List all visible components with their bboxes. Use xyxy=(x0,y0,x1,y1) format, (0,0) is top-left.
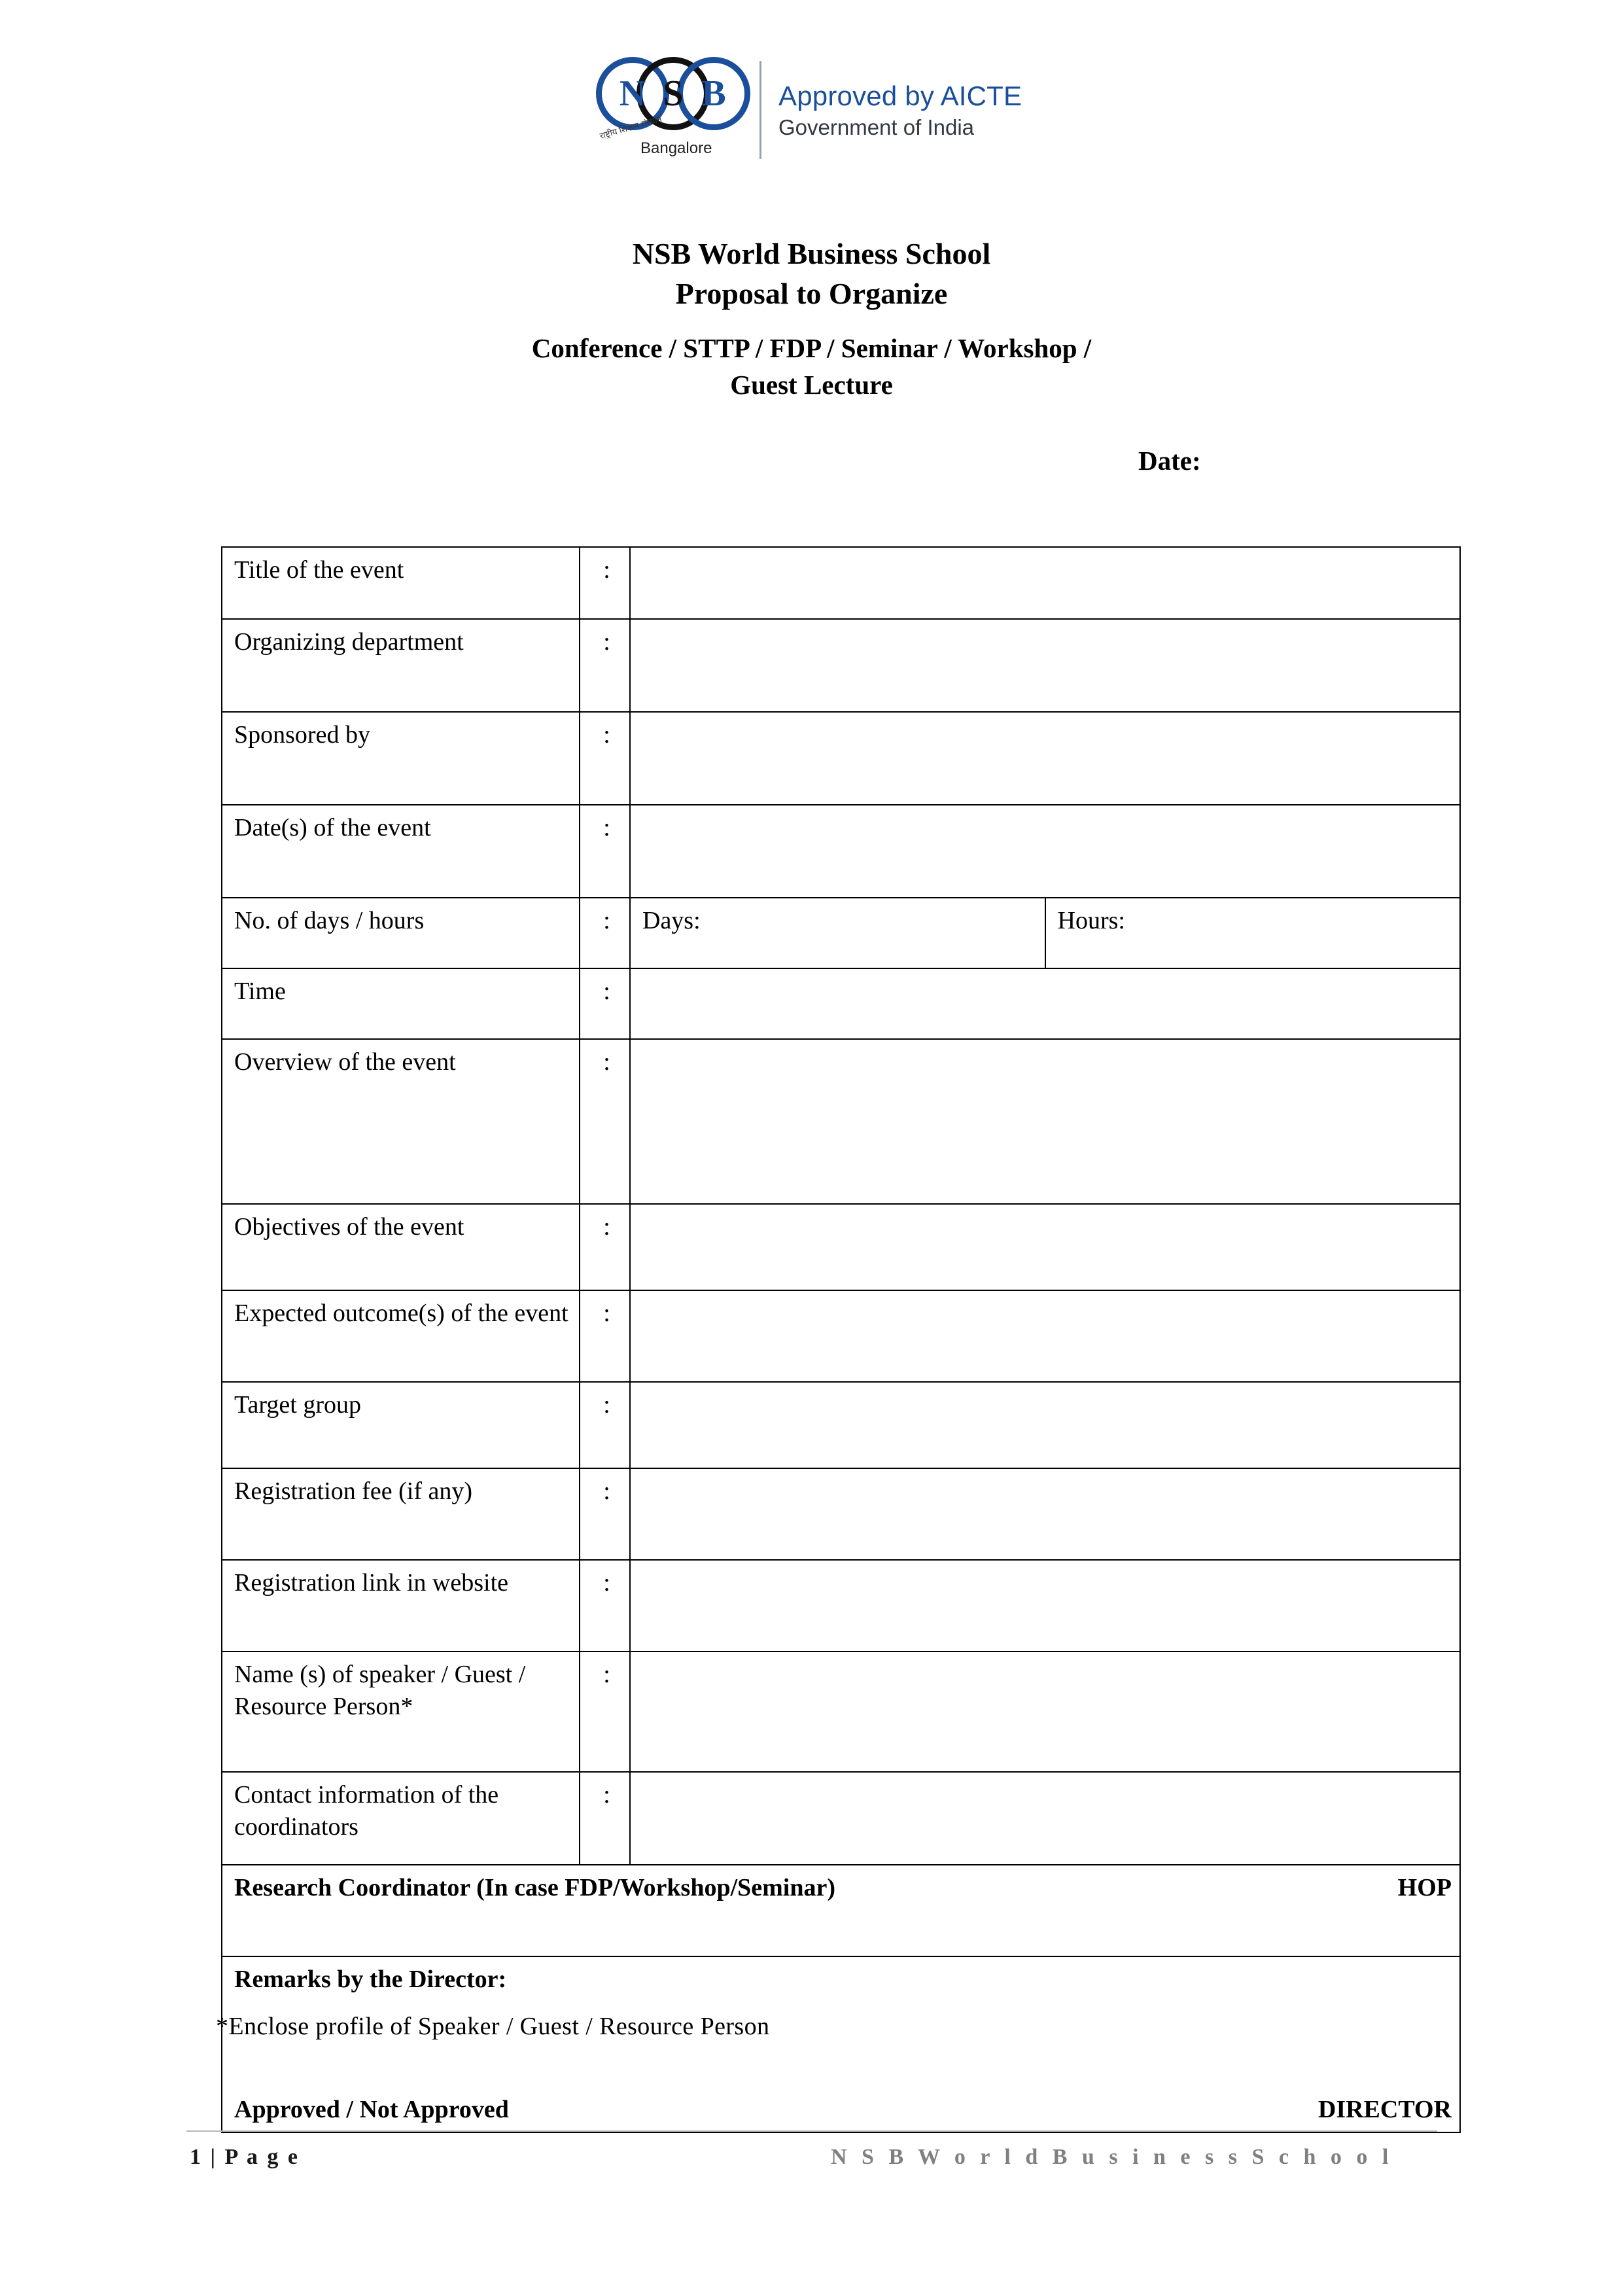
logo-letter-n: N xyxy=(619,73,646,114)
row-value-speaker[interactable] xyxy=(630,1651,1460,1772)
row-value-overview[interactable] xyxy=(630,1039,1460,1204)
row-value-sponsor[interactable] xyxy=(630,712,1460,805)
table-row xyxy=(222,1382,1460,1468)
logo-rings xyxy=(596,57,752,134)
table-row xyxy=(222,1560,1460,1651)
row-colon: : xyxy=(580,547,630,619)
row-label-sponsor: Sponsored by xyxy=(222,712,580,805)
table-row xyxy=(222,1651,1460,1772)
nsb-logo-icon xyxy=(592,53,756,168)
row-label-title: Title of the event xyxy=(222,547,580,619)
table-row xyxy=(222,547,1460,619)
approval-line-2: Government of India xyxy=(778,115,974,139)
table-row xyxy=(222,805,1460,898)
row-colon: : xyxy=(580,619,630,712)
row-colon: : xyxy=(580,968,630,1039)
row-label-days-hours: No. of days / hours xyxy=(222,898,580,968)
row-value-fee[interactable] xyxy=(630,1468,1460,1560)
row-label-department: Organizing department xyxy=(222,619,580,712)
row-value-title[interactable] xyxy=(630,547,1460,619)
row-colon: : xyxy=(580,1651,630,1772)
row-colon: : xyxy=(580,898,630,968)
row-value-department[interactable] xyxy=(630,619,1460,712)
row-label-fee: Registration fee (if any) xyxy=(222,1468,580,1560)
table-row xyxy=(222,1204,1460,1290)
row-value-objectives[interactable] xyxy=(630,1204,1460,1290)
proposal-form-table xyxy=(221,546,1461,2133)
table-row xyxy=(222,898,1460,968)
logo-letter-b: B xyxy=(701,73,726,114)
footer-divider xyxy=(186,2130,1437,2132)
row-label-target-group: Target group xyxy=(222,1382,580,1468)
table-row xyxy=(222,1772,1460,1865)
row-label-registration-link: Registration link in website xyxy=(222,1560,580,1651)
row-value-contact[interactable] xyxy=(630,1772,1460,1865)
enclosure-note: *Enclose profile of Speaker / Guest / Resource Person xyxy=(216,2013,770,2040)
logo-letter-s: S xyxy=(663,73,684,114)
table-row xyxy=(222,619,1460,712)
row-colon: : xyxy=(580,1204,630,1290)
row-colon: : xyxy=(580,1290,630,1382)
remarks-value[interactable] xyxy=(234,1996,1452,2094)
row-value-outcomes[interactable] xyxy=(630,1290,1460,1382)
signature-cell xyxy=(222,1865,1460,1956)
row-label-overview: Overview of the event xyxy=(222,1039,580,1204)
remarks-row xyxy=(222,1956,1460,2132)
row-colon: : xyxy=(580,805,630,898)
director-label: DIRECTOR xyxy=(1318,2095,1452,2123)
table-row xyxy=(222,712,1460,805)
brand-header xyxy=(592,51,1022,169)
row-value-days[interactable]: Days: xyxy=(630,898,1045,968)
signature-row-coordinator xyxy=(222,1865,1460,1956)
approval-line-1: Approved by AICTE xyxy=(778,80,1022,112)
hop-label: HOP xyxy=(1397,1874,1452,1901)
row-label-outcomes: Expected outcome(s) of the event xyxy=(222,1290,580,1382)
logo-city-text: Bangalore xyxy=(640,139,712,157)
subtitle-line-1: Conference / STTP / FDP / Seminar / Workshop / xyxy=(531,333,1092,364)
row-colon: : xyxy=(580,1039,630,1204)
table-row xyxy=(222,968,1460,1039)
table-row xyxy=(222,1468,1460,1560)
row-value-target-group[interactable] xyxy=(630,1382,1460,1468)
approval-text xyxy=(778,79,1022,141)
row-value-hours[interactable]: Hours: xyxy=(1045,898,1461,968)
row-label-speaker: Name (s) of speaker / Guest / Resource Person* xyxy=(222,1651,580,1772)
row-label-time: Time xyxy=(222,968,580,1039)
remarks-label: Remarks by the Director: xyxy=(234,1966,507,1993)
row-value-dates[interactable] xyxy=(630,805,1460,898)
row-value-registration-link[interactable] xyxy=(630,1560,1460,1651)
subtitle-line-2: Guest Lecture xyxy=(730,370,893,400)
row-colon: : xyxy=(580,1560,630,1651)
remarks-cell[interactable] xyxy=(222,1956,1460,2132)
row-colon: : xyxy=(580,1772,630,1865)
row-value-time[interactable] xyxy=(630,968,1460,1039)
table-row xyxy=(222,1290,1460,1382)
title-line-2: Proposal to Organize xyxy=(675,276,948,310)
date-label: Date: xyxy=(1138,446,1201,476)
footer-school-name: N S B W o r l d B u s i n e s s S c h o o l xyxy=(831,2145,1393,2169)
approved-label: Approved / Not Approved xyxy=(234,2095,509,2123)
row-label-contact: Contact information of the coordinators xyxy=(222,1772,580,1865)
page-title xyxy=(0,234,1623,404)
row-colon: : xyxy=(580,712,630,805)
logo-hindi-text: राष्ट्रीय शिक्षण संस्थान xyxy=(598,113,663,141)
footer-page-number: 1 | P a g e xyxy=(190,2145,300,2169)
title-line-1: NSB World Business School xyxy=(632,237,991,270)
row-label-objectives: Objectives of the event xyxy=(222,1204,580,1290)
logo-divider xyxy=(759,61,761,159)
table-row xyxy=(222,1039,1460,1204)
row-colon: : xyxy=(580,1382,630,1468)
research-coordinator-label: Research Coordinator (In case FDP/Workshop/Seminar) xyxy=(234,1874,836,1901)
row-label-dates: Date(s) of the event xyxy=(222,805,580,898)
row-colon: : xyxy=(580,1468,630,1560)
